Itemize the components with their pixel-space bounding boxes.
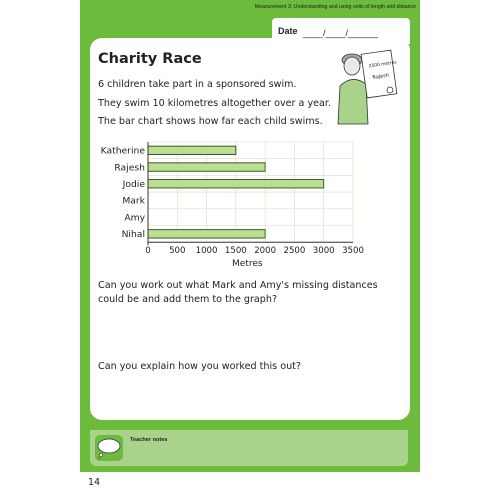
category-label: Nihal — [121, 229, 145, 241]
category-label: Mark — [122, 195, 145, 207]
x-tick-label: 0 — [145, 246, 151, 257]
question-2: Can you explain how you worked this out? — [98, 361, 302, 372]
x-tick-label: 3000 — [312, 246, 335, 257]
bar-rajesh — [148, 163, 265, 171]
distance-bar-chart — [88, 134, 368, 259]
category-label: Rajesh — [114, 162, 145, 174]
x-tick-label: 2500 — [283, 246, 306, 257]
intro-line-1: 6 children take part in a sponsored swim. — [98, 79, 297, 90]
date-label: Date — [278, 26, 298, 36]
x-axis-title: Metres — [232, 259, 263, 269]
page-number: 14 — [88, 477, 101, 488]
x-tick-label: 3500 — [342, 246, 364, 257]
swimmer-supporter-illustration — [334, 46, 414, 132]
x-tick-label: 500 — [169, 246, 186, 257]
header-subtitle: Measurement 3: Understanding and using units of length and distance — [254, 4, 416, 10]
bar-katherine — [148, 146, 236, 154]
date-blanks: ____/____/______ — [303, 28, 379, 38]
bar-nihal — [148, 230, 265, 238]
intro-line-3: The bar chart shows how far each child swims. — [98, 116, 323, 127]
intro-line-2: They swim 10 kilometres altogether over a year. — [98, 98, 332, 109]
bar-jodie — [148, 180, 324, 188]
teacher-notes-bar — [90, 430, 408, 466]
page-title: Charity Race — [98, 51, 202, 67]
speech-bubble-icon — [94, 434, 124, 462]
sign-distance: 2500 metres — [368, 60, 397, 70]
chart-grid — [148, 142, 353, 242]
question-1: Can you work out what Mark and Amy's missing distances could be and add them to the graph? — [98, 280, 378, 305]
x-tick-label: 2000 — [254, 246, 277, 257]
category-label: Katherine — [100, 145, 145, 157]
category-label: Amy — [124, 212, 145, 224]
x-tick-label: 1500 — [224, 246, 247, 257]
chart-category-labels — [101, 146, 146, 241]
category-label: Jodie — [122, 178, 145, 190]
teacher-notes-label: Teacher notes — [130, 437, 168, 443]
sign-name: Rajesh — [372, 72, 390, 81]
x-tick-label: 1000 — [195, 246, 218, 257]
chart-tick-labels — [145, 246, 364, 256]
